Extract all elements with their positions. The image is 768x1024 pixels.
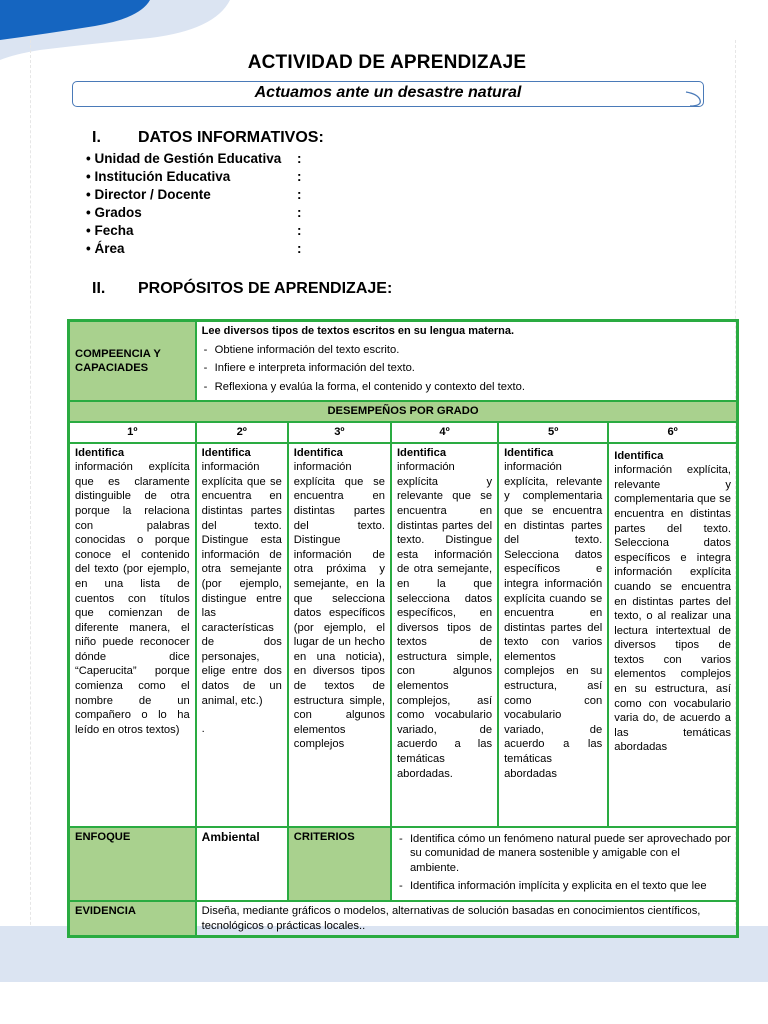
- info-label: • Unidad de Gestión Educativa: [86, 151, 282, 166]
- desempenos-header-row: [69, 401, 738, 422]
- section-number: I.: [92, 129, 101, 146]
- learning-purposes-table: [67, 319, 739, 938]
- desempenos-header: DESEMPEÑOS POR GRADO: [69, 401, 738, 422]
- description-head: Identifica: [614, 449, 664, 462]
- description-body: información explícita que se encuentra en distintas partes del texto. Distingue esta información de otra semejante (por ejemplo, distingue entre las características de dos personajes, elige entre dos datos de un animal, etc.): [201, 461, 282, 707]
- info-colon: :: [297, 169, 302, 184]
- competence-row: [69, 321, 738, 402]
- description-body: información explícita que es claramente distinguible de otra porque la relaciona con palabras conocidas o porque conoce el contenido del texto (por ejemplo, en una lista de cuentos con títulos que comienzan de diferente manera, el niño puede reconocer dónde dice “Caperucita” porque comienza como el nombre de un compañero o lo ha leído en otros textos): [75, 461, 190, 736]
- evidencia-label: EVIDENCIA: [69, 901, 196, 937]
- info-list: [86, 150, 316, 258]
- grade-description: [196, 443, 288, 827]
- criterio-item: - Identifica cómo un fenómeno natural puede ser aprovechado por su comunidad de manera sostenible y amigable con el ambiente.: [397, 832, 731, 876]
- grades-row: [69, 422, 738, 443]
- description-head: Identifica: [504, 446, 554, 459]
- info-row: [86, 150, 316, 168]
- grade-header: 5º: [498, 422, 608, 443]
- info-label: • Área: [86, 241, 125, 256]
- section-datos-informativos: [92, 129, 324, 147]
- description-body: información explícita y relevante que se encuentra en distintas partes del texto. Distingue esta información de otra semejante, en la que selecciona datos específicos, en diversos tipos de textos de estructura simple, con algunos elementos complejos, así como vocabulario variado, de acuerdo a las temáticas abordadas.: [396, 461, 493, 780]
- capacity-item: - Reflexiona y evalúa la forma, el contenido y contexto del texto.: [202, 380, 731, 395]
- description-head: Identifica: [75, 446, 125, 459]
- grade-description: [69, 443, 196, 827]
- criterio-item: - Identifica información implícita y explicita en el texto que lee: [397, 879, 731, 894]
- info-colon: :: [297, 241, 302, 256]
- competence-title: Lee diversos tipos de textos escritos en su lengua materna.: [201, 325, 515, 337]
- criterios-cell: [391, 827, 738, 901]
- info-row: [86, 240, 316, 258]
- description-head: Identifica: [293, 446, 343, 459]
- description-head: Identifica: [201, 446, 251, 459]
- activity-subtitle: Actuamos ante un desastre natural: [254, 84, 522, 101]
- grade-description: [288, 443, 391, 827]
- description-extra: .: [201, 723, 205, 736]
- info-colon: :: [297, 187, 302, 202]
- enfoque-label: ENFOQUE: [69, 827, 196, 901]
- section-title: DATOS INFORMATIVOS:: [138, 129, 324, 146]
- capacity-item: - Obtiene información del texto escrito.: [202, 343, 731, 358]
- evidencia-value: Diseña, mediante gráficos o modelos, alternativas de solución basadas en conocimientos científicos, tecnológicos o prácticas locales..: [196, 901, 738, 937]
- evidencia-row: [69, 901, 738, 937]
- grade-header: 4º: [391, 422, 498, 443]
- capacity-item: - Infiere e interpreta información del texto.: [202, 361, 731, 376]
- info-row: [86, 222, 316, 240]
- info-label: • Grados: [86, 205, 142, 220]
- description-body: información explícita, relevante y complementaria que se encuentra en distintas partes del texto. Selecciona datos específicos e integra información explícita cuando se encuentra en distintas partes del texto con varios elementos complejos en su estructura, así como con vocabulario variado, de acuerdo a las temáticas abordadas: [504, 461, 603, 780]
- info-row: [86, 168, 316, 186]
- descriptions-row: [69, 443, 738, 827]
- info-colon: :: [297, 223, 302, 238]
- grade-header: 6º: [608, 422, 737, 443]
- description-body: información explícita, relevante y complementaria que se encuentra en distintas partes del texto. Selecciona datos específicos e integra información explícita cuando se encuentra en distintas partes del texto, o al realizar una lectura intertextual de diversos tipos de textos con varios elementos complejos en su estructura, así como con vocabulario varia do, de acuerdo a las temáticas abordadas: [614, 464, 731, 754]
- section-number: II.: [92, 280, 106, 297]
- section-title: PROPÓSITOS DE APRENDIZAJE:: [138, 280, 393, 297]
- info-label: • Director / Docente: [86, 187, 211, 202]
- capacities-list: [202, 343, 731, 395]
- section-propositos: [92, 280, 392, 298]
- info-colon: :: [297, 205, 302, 220]
- enfoque-value: Ambiental: [196, 827, 288, 901]
- grade-header: 2º: [196, 422, 288, 443]
- competence-label: COMPEENCIA Y CAPACIADES: [69, 321, 196, 402]
- grade-description: [498, 443, 608, 827]
- info-row: [86, 204, 316, 222]
- grade-header: 3º: [288, 422, 391, 443]
- grade-description: [608, 443, 737, 827]
- page-title: ACTIVIDAD DE APRENDIZAJE: [247, 52, 527, 73]
- grade-description: [391, 443, 498, 827]
- description-head: Identifica: [396, 446, 447, 459]
- competence-cell: [196, 321, 738, 402]
- info-label: • Fecha: [86, 223, 134, 238]
- enfoque-row: [69, 827, 738, 901]
- page-guide-left: [30, 40, 31, 960]
- info-row: [86, 186, 316, 204]
- info-label: • Institución Educativa: [86, 169, 231, 184]
- criterios-list: [397, 832, 731, 894]
- info-colon: :: [297, 151, 302, 166]
- criterios-label: CRITERIOS: [288, 827, 391, 901]
- description-body: información explícita que se encuentra en distintas partes del texto. Distingue información de otra próxima y semejante, en la que selecciona datos específicos (por ejemplo, el lugar de un hecho en una noticia), en diversos tipos de textos de estructura simple, con algunos elementos complejos: [293, 461, 385, 751]
- grade-header: 1º: [69, 422, 196, 443]
